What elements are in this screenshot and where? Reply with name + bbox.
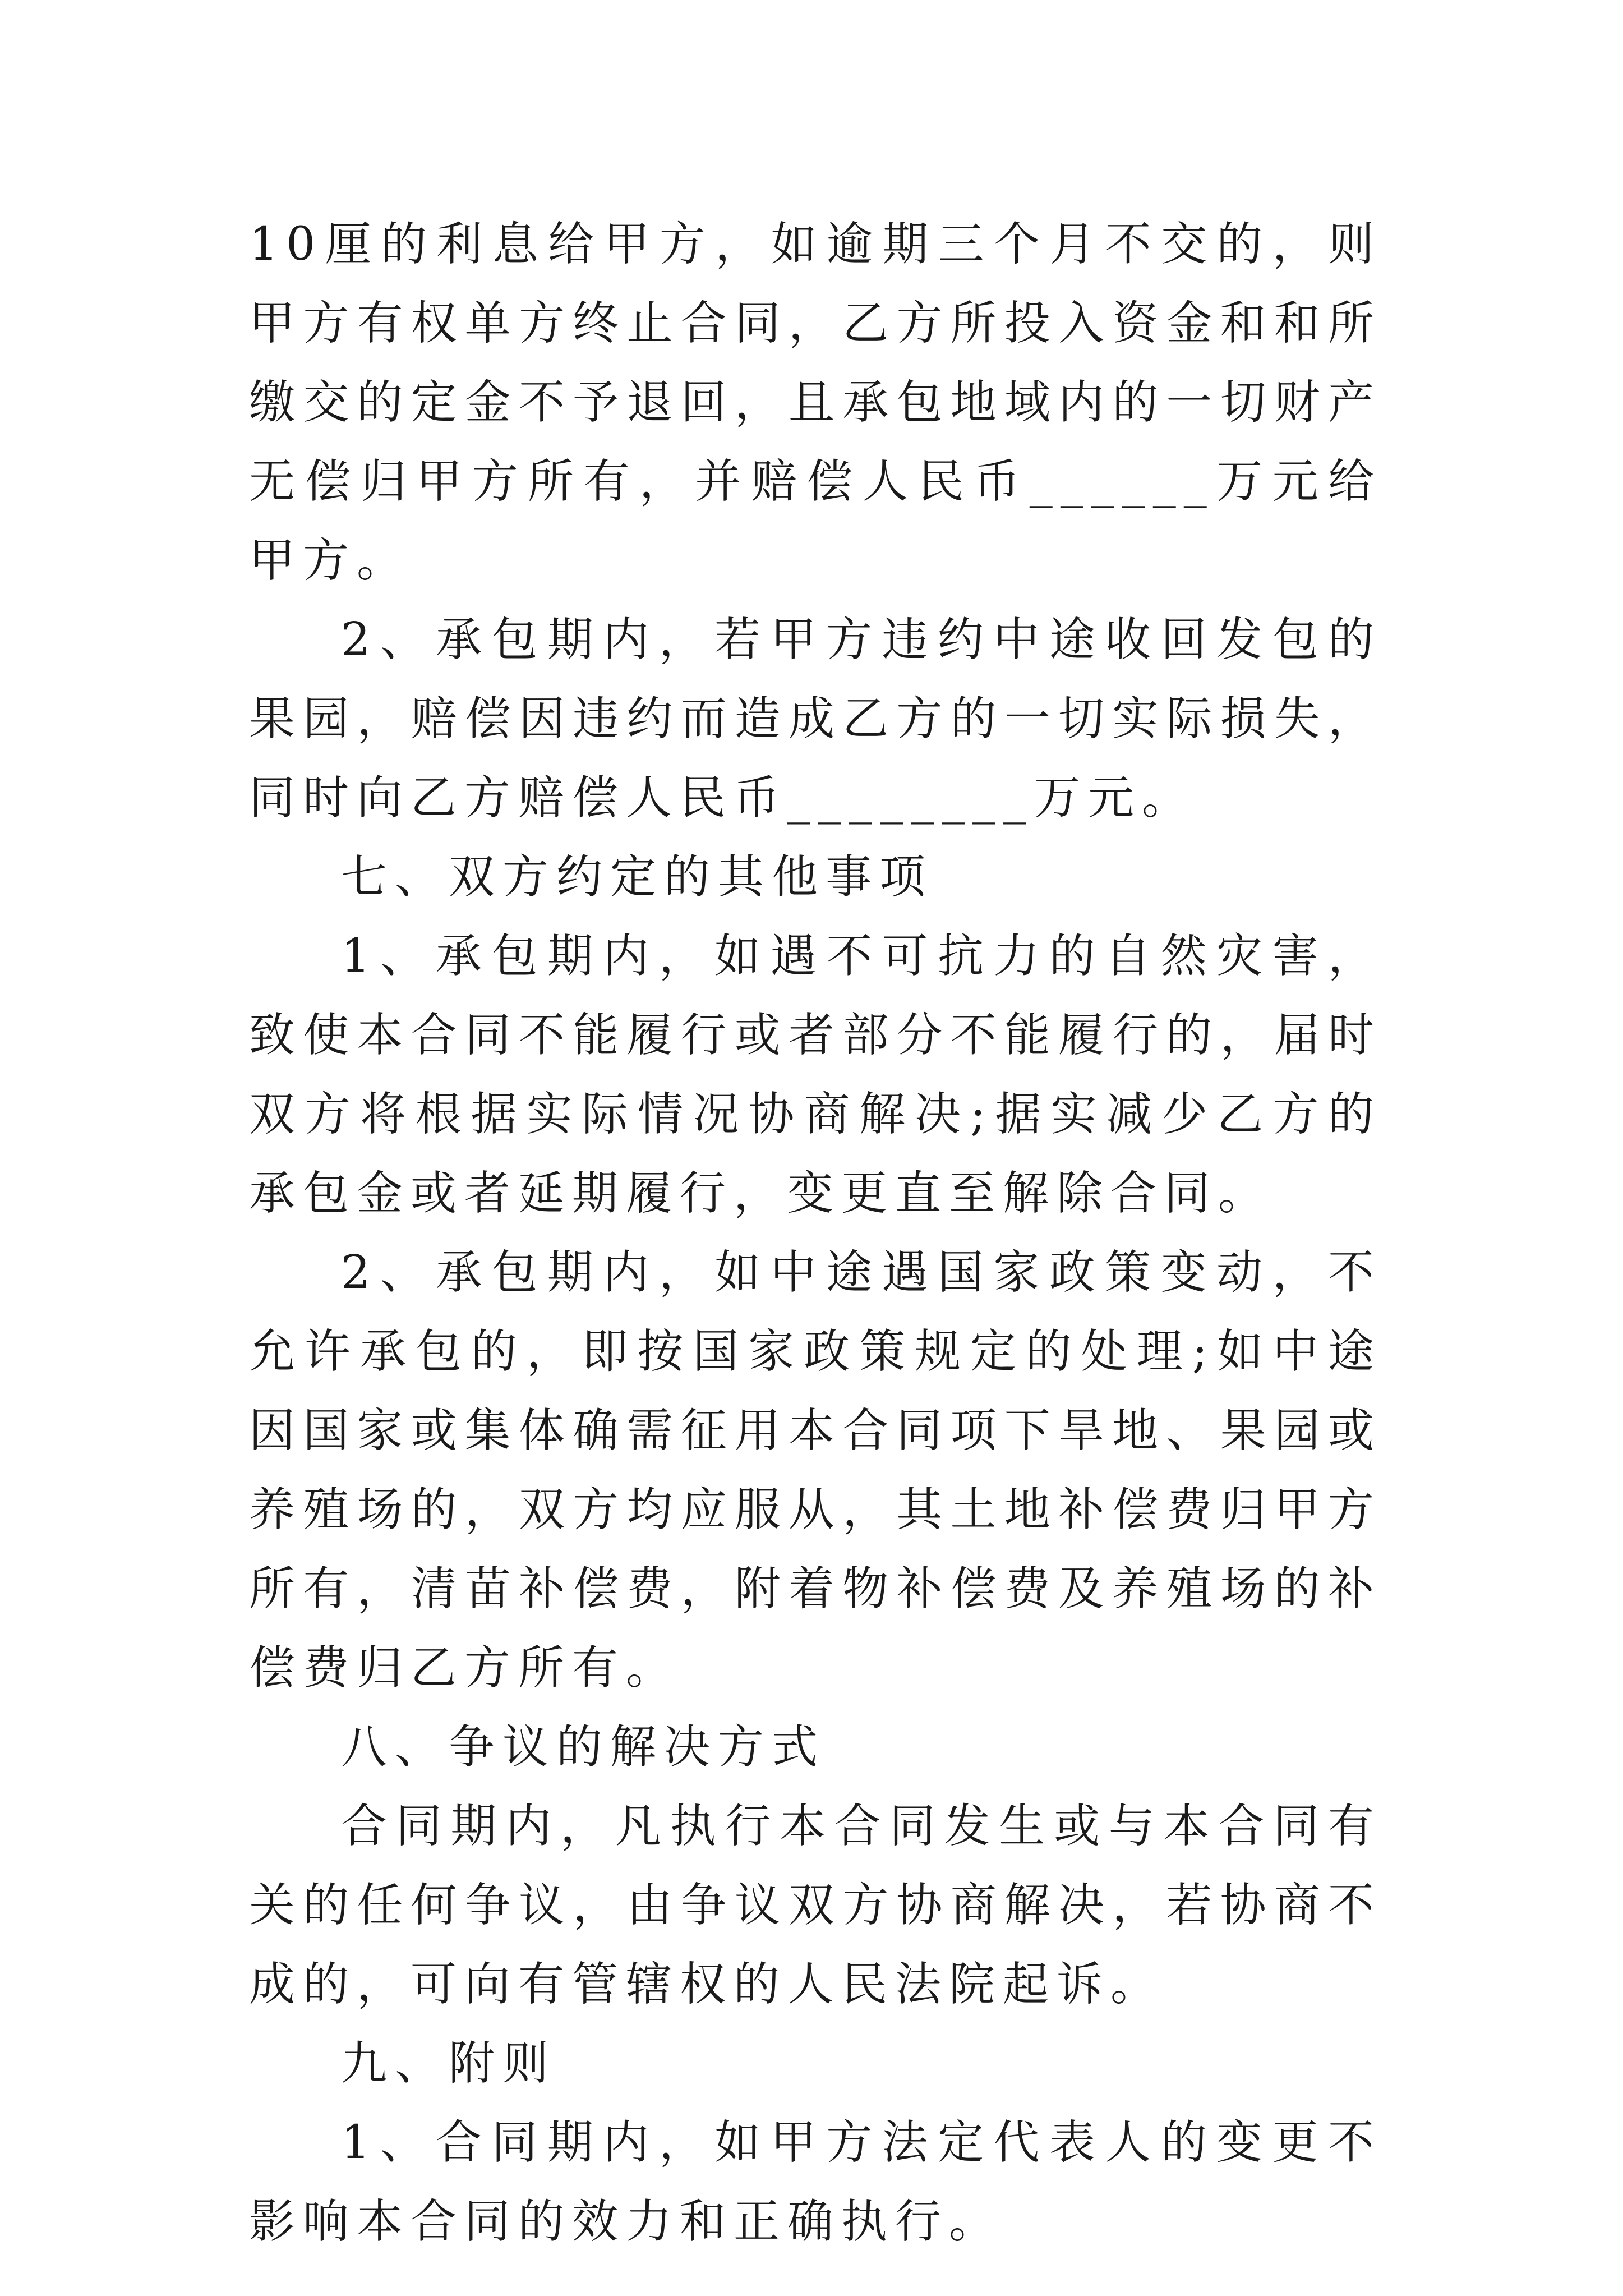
paragraph-force-majeure: 1、承包期内，如遇不可抗力的自然灾害，致使本合同不能履行或者部分不能履行的，届时双方将根据实际情况协商解决;据实减少乙方的承包金或者延期履行，变更直至解除合同。: [249, 930, 1382, 1220]
paragraph-dispute-resolution: 合同期内，凡执行本合同发生或与本合同有关的任何争议，由争议双方协商解决，若协商不成的，可向有管辖权的人民法院起诉。: [249, 1800, 1382, 2011]
paragraph-clause-2-breach-party-a: 2、承包期内，若甲方违约中途收回发包的果园，赔偿因违约而造成乙方的一切实际损失，同时向乙方赔偿人民币________万元。: [249, 613, 1382, 825]
paragraph-supplementary-1: 1、合同期内，如甲方法定代表人的变更不影响本合同的效力和正确执行。: [249, 2116, 1382, 2248]
paragraph-penalty-continued: 10厘的利息给甲方，如逾期三个月不交的，则甲方有权单方终止合同，乙方所投入资金和和所缴交的定金不予退回，且承包地域内的一切财产无偿归甲方所有，并赔偿人民币______万元给甲方。: [249, 218, 1382, 587]
paragraph-policy-change: 2、承包期内，如中途遇国家政策变动，不允许承包的，即按国家政策规定的处理;如中途因国家或集体确需征用本合同项下旱地、果园或养殖场的，双方均应服从，其土地补偿费归甲方所有，清苗补偿费，附着物补偿费及养殖场的补偿费归乙方所有。: [249, 1246, 1382, 1695]
section-heading-7: 七、双方约定的其他事项: [341, 850, 934, 904]
section-heading-9: 九、附则: [341, 2037, 557, 2090]
document-body: [249, 205, 1382, 2261]
section-heading-8: 八、争议的解决方式: [341, 1720, 826, 1774]
